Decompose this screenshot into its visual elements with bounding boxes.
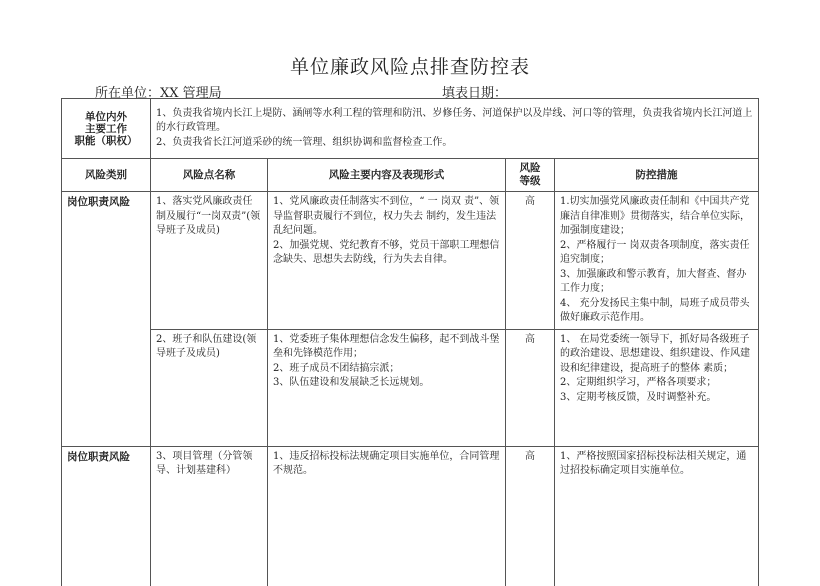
header-measures: 防控措施	[555, 159, 759, 192]
header-row	[62, 159, 759, 192]
risk-level: 高	[506, 192, 555, 330]
risk-measures: 1.切实加强党风廉政责任制和《中国共产党廉洁自律准则》贯彻落实，结合单位实际，加强制度建设； 2、严格履行一 岗双责各项制度，落实责任追究制度； 3、加强廉政和警示教育，加大督查、督办工作力度； 4、 充分发扬民主集中制，局班子成员带头做好廉政示范作用。	[555, 192, 759, 330]
table-row	[62, 329, 759, 446]
duties-content	[151, 99, 759, 159]
table-row	[62, 446, 759, 586]
risk-name: 3、项目管理（分管领导、计划基建科）	[151, 446, 268, 586]
header-category: 风险类别	[62, 159, 151, 192]
risk-measures: 1、严格按照国家招标投标法相关规定，通过招投标确定项目实施单位。	[555, 446, 759, 586]
date-field: 填表日期：	[442, 86, 508, 101]
risk-category: 岗位职责风险	[62, 192, 151, 447]
page-title: 单位廉政风险点排查防控表	[289, 56, 530, 78]
duties-label: 单位内外 主要工作 职能（职权）	[62, 99, 151, 159]
duty-line: 1、负责我省境内长江上堤防、涵闸等水利工程的管理和防汛、岁修任务、河道保护以及岸线、河口等的管理，负责我省境内长江河道上的水行政管理。	[156, 107, 753, 134]
risk-table	[61, 98, 759, 586]
risk-measures: 1、 在局党委统一领导下，抓好局各级班子的政治建设、思想建设、组织建设、作风建设和纪律建设，提高班子的整体 素质； 2、定期组织学习，严格各项要求； 3、定期考核反馈，及时调整补充。	[555, 329, 759, 446]
risk-category: 岗位职责风险	[62, 446, 151, 586]
risk-name: 1、落实党风廉政责任制及履行“一岗双责”(领导班子及成员)	[151, 192, 268, 330]
risk-content: 1、党委班子集体理想信念发生偏移，起不到战斗堡垒和先锋模范作用； 2、班子成员不团结搞宗派； 3、队伍建设和发展缺乏长远规划。	[268, 329, 506, 446]
risk-level: 高	[506, 446, 555, 586]
header-name: 风险点名称	[151, 159, 268, 192]
risk-content: 1、党风廉政责任制落实不到位，“ 一 岗双 责”、领导监督职责履行不到位，权力失去 制约，发生违法乱纪问题。 2、加强党规、党纪教育不够，党员干部职工理想信念缺失、思想失去防线，行为失去自律。	[268, 192, 506, 330]
duty-line: 2、负责我省长江河道采砂的统一管理、组织协调和监督检查工作。	[156, 136, 453, 148]
duties-row	[62, 99, 759, 159]
header-level: 风险 等级	[506, 159, 555, 192]
risk-content: 1、违反招标投标法规确定项目实施单位，合同管理不规范。	[268, 446, 506, 586]
unit-field: 所在单位：XX 管理局	[95, 86, 222, 101]
header-content: 风险主要内容及表现形式	[268, 159, 506, 192]
risk-name: 2、班子和队伍建设(领导班子及成员)	[151, 329, 268, 446]
table-row	[62, 192, 759, 330]
risk-level: 高	[506, 329, 555, 446]
